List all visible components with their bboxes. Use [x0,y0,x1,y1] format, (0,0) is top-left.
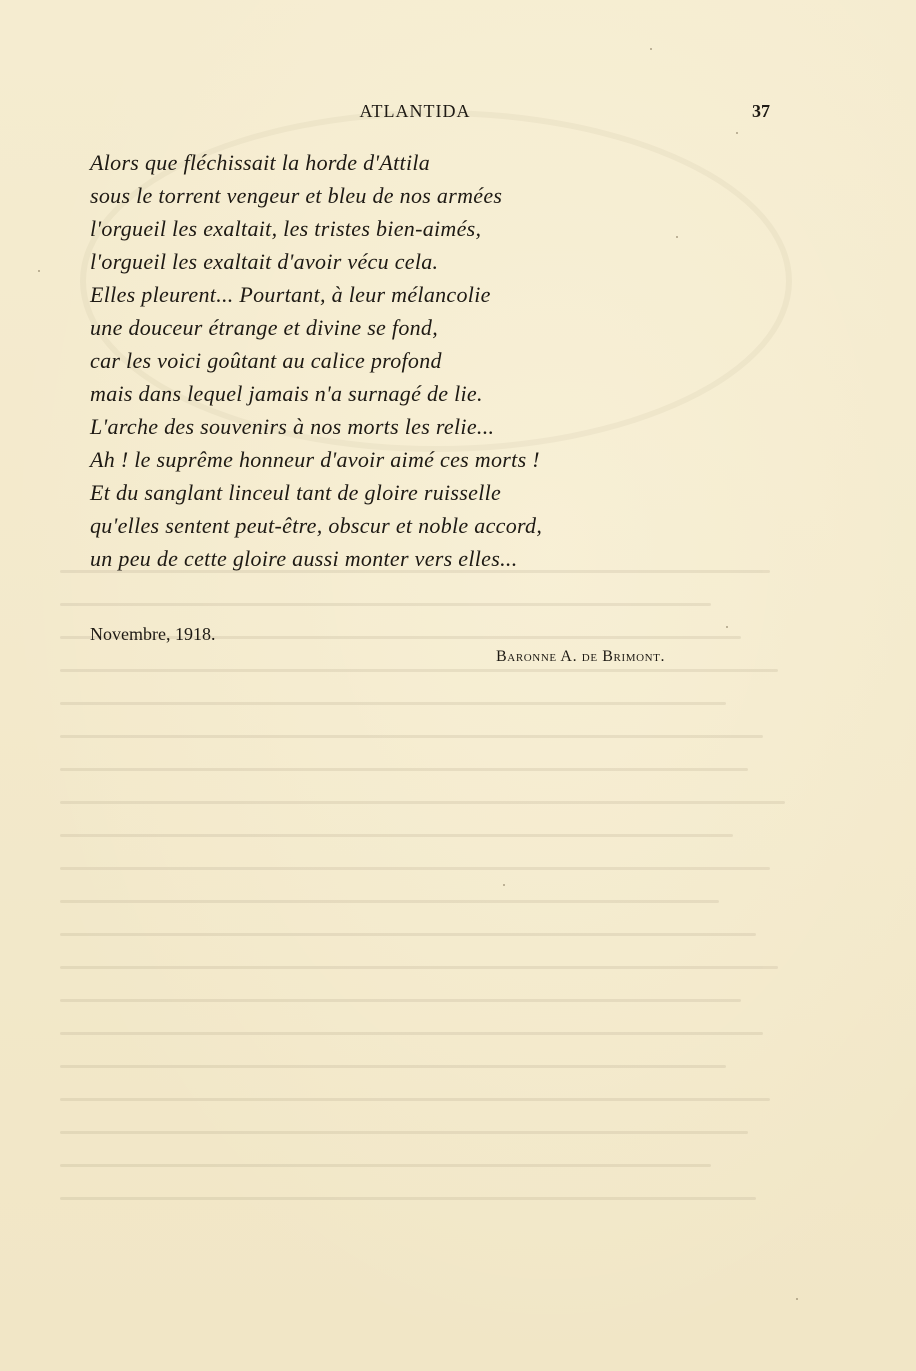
poem-line: Elles pleurent... Pourtant, à leur mélancolie [90,282,491,307]
running-title: ATLANTIDA [359,101,471,121]
paper-speck [650,48,652,50]
poem-line: Et du sanglant linceul tant de gloire ruisselle [90,480,502,505]
poem-line: qu'elles sentent peut-être, obscur et noble accord, [90,513,543,538]
poem-line: Ah ! le suprême honneur d'avoir aimé ces morts ! [90,447,540,472]
paper-speck [736,132,738,134]
poem-line: L'arche des souvenirs à nos morts les relie... [90,414,495,439]
poem-line: mais dans lequel jamais n'a surnagé de lie. [90,381,483,406]
poem-line: l'orgueil les exaltait, les tristes bien-aimés, [90,216,482,241]
poem-line: l'orgueil les exaltait d'avoir vécu cela. [90,249,439,274]
bleed-through-text [60,570,800,1290]
poem-line: sous le torrent vengeur et bleu de nos armées [90,183,503,208]
poem-line: Alors que fléchissait la horde d'Attila [90,150,431,175]
poem-line: un peu de cette gloire aussi monter vers elles... [90,546,518,571]
paper-speck [726,626,728,628]
poem-line: car les voici goûtant au calice profond [90,348,442,373]
paper-speck [38,270,40,272]
page-number: 37 [752,101,770,121]
paper-speck [503,884,505,886]
author-signature: Baronne A. de Brimont. [496,648,666,665]
poem-date: Novembre, 1918. [90,624,216,644]
paper-speck [796,1298,798,1300]
poem-line: une douceur étrange et divine se fond, [90,315,439,340]
poem [90,146,710,575]
